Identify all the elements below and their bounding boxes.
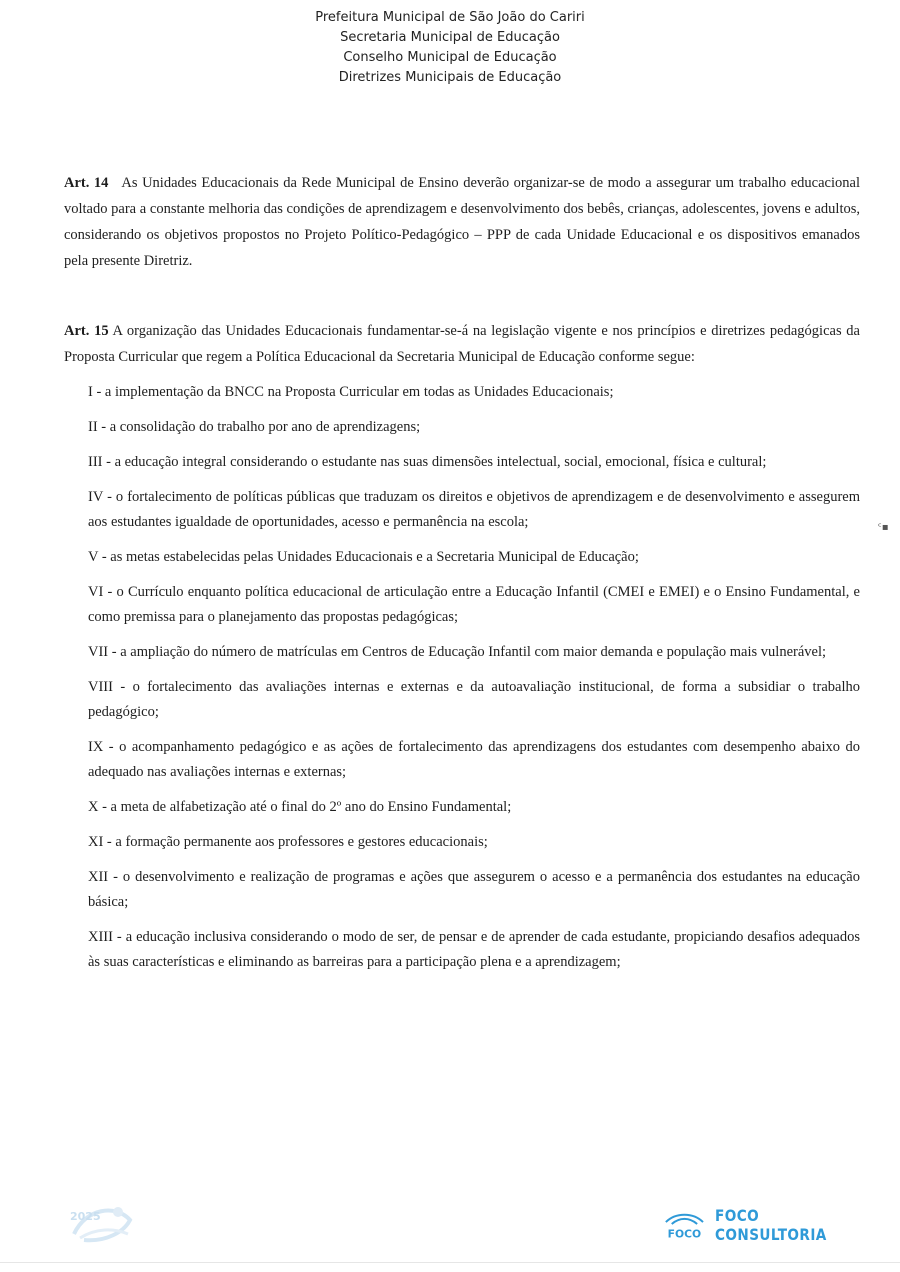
header-diretrizes: Diretrizes Municipais de Educação	[338, 70, 562, 85]
list-item: V - as metas estabelecidas pelas Unidades Educacionais e a Secretaria Municipal de Educação;	[88, 549, 639, 565]
list-item: IX - o acompanhamento pedagógico e as ações de fortalecimento das aprendizagens dos estudantes com desempenho abaixo do adequado nas avaliações internas e externas;	[88, 739, 860, 780]
scan-specks: ᶜ▪	[878, 522, 889, 533]
article-14	[64, 170, 860, 274]
article-15	[64, 318, 860, 370]
list-item: X - a meta de alfabetização até o final do 2º ano do Ensino Fundamental;	[88, 799, 512, 815]
foco-mark-text: FOCO	[667, 1227, 702, 1240]
header-prefeitura: Prefeitura Municipal de São João do Cariri	[315, 10, 585, 25]
list-item: VIII - o fortalecimento das avaliações internas e externas e da autoavaliação institucional, de forma a subsidiar o trabalho pedagógico;	[88, 679, 860, 720]
list-item: IV - o fortalecimento de políticas públicas que traduzam os direitos e objetivos de aprendizagem e de desenvolvimento e assegurem aos estudantes igualdade de oportunidades, acesso e permanência na escola;	[88, 489, 860, 530]
article-15-label: Art. 15	[64, 323, 109, 339]
article-15-items	[88, 380, 860, 975]
header-secretaria: Secretaria Municipal de Educação	[340, 30, 560, 45]
footer-divider	[0, 1262, 900, 1263]
document-header	[0, 8, 900, 88]
header-conselho: Conselho Municipal de Educação	[343, 50, 557, 65]
article-15-text: A organização das Unidades Educacionais fundamentar-se-á na legislação vigente e nos princípios e diretrizes pedagógicas da Proposta Curricular que regem a Política Educacional da Secretaria Municipal de Educação conforme segue:	[64, 323, 860, 365]
list-item: XIII - a educação inclusiva considerando o modo de ser, de pensar e de aprender de cada estudante, propiciando desafios adequados às suas características e eliminando as barreiras para a participação plena e a aprendizagem;	[88, 929, 860, 970]
article-14-label: Art. 14	[64, 175, 109, 191]
list-item: VI - o Currículo enquanto política educacional de articulação entre a Educação Infantil (CMEI e EMEI) e o Ensino Fundamental, e como premissa para o planejamento das propostas pedagógicas;	[88, 584, 860, 625]
list-item: I - a implementação da BNCC na Proposta Curricular em todas as Unidades Educacionais;	[88, 384, 614, 400]
foco-mark-icon	[660, 1210, 709, 1240]
foco-consultoria-name: FOCO CONSULTORIA	[714, 1206, 827, 1244]
foco-consultoria-logo	[660, 1206, 900, 1244]
list-item: XI - a formação permanente aos professores e gestores educacionais;	[88, 834, 488, 850]
event-logo-year: 2025	[70, 1210, 101, 1223]
list-item: VII - a ampliação do número de matrículas em Centros de Educação Infantil com maior demanda e população mais vulnerável;	[88, 644, 827, 660]
list-item: III - a educação integral considerando o estudante nas suas dimensões intelectual, social, emocional, física e cultural;	[88, 454, 767, 470]
list-item: II - a consolidação do trabalho por ano de aprendizagens;	[88, 419, 421, 435]
document-body	[64, 170, 860, 985]
article-14-text: As Unidades Educacionais da Rede Municipal de Ensino deverão organizar-se de modo a assegurar um trabalho educacional voltado para a constante melhoria das condições de aprendizagem e desenvolvimento dos bebês, crianças, adolescentes, jovens e adultos, considerando os objetivos propostos no Projeto Político-Pedagógico – PPP de cada Unidade Educacional e os dispositivos emanados pela presente Diretriz.	[64, 175, 860, 269]
list-item: XII - o desenvolvimento e realização de programas e ações que assegurem o acesso e a permanência dos estudantes na educação básica;	[88, 869, 860, 910]
